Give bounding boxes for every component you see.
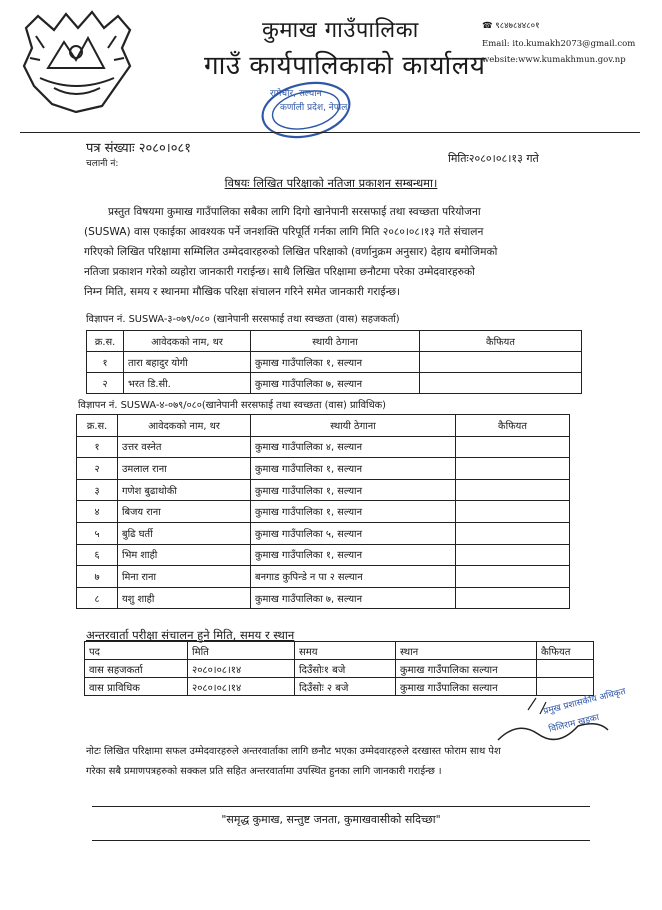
cell-name: मिना राना bbox=[118, 566, 251, 588]
col-header-name: आवेदकको नाम, थर bbox=[118, 415, 251, 437]
cell-address: कुमाख गाउँपालिका ७, सल्यान bbox=[251, 373, 420, 394]
col-header-time: समय bbox=[295, 642, 396, 660]
cell-name: गणेश बुढाथोकी bbox=[118, 479, 251, 501]
cell-time: दिउँसोः २ बजे bbox=[295, 678, 396, 696]
letter-date: मितिः२०८०।०८।१३ गते bbox=[448, 152, 539, 165]
candidates-table-facilitator bbox=[86, 330, 582, 394]
table-row bbox=[77, 522, 570, 544]
office-name: गाउँ कार्यपालिकाको कार्यालय bbox=[204, 51, 486, 81]
cell-time: दिउँसोः१ बजे bbox=[295, 660, 396, 678]
cell-date: २०८०।०८।१४ bbox=[188, 678, 295, 696]
table-header-row bbox=[85, 642, 594, 660]
cell-remarks bbox=[456, 436, 570, 458]
footer-motto: "समृद्ध कुमाख, सन्तुष्ट जनता, कुमाखवासीको सदिच्छा" bbox=[221, 813, 441, 826]
cell-address: कुमाख गाउँपालिका १, सल्यान bbox=[251, 501, 456, 523]
signature-stamp-line-1: प्रमुख प्रशासकीय अधिकृत bbox=[542, 686, 627, 718]
cell-name: बिजय राना bbox=[118, 501, 251, 523]
cell-sn: १ bbox=[87, 352, 124, 373]
col-header-post: पद bbox=[85, 642, 188, 660]
note-paragraph bbox=[86, 742, 586, 782]
cell-sn: १ bbox=[77, 436, 118, 458]
table2-title: विज्ञापन नं. SUSWA-४-०७९/०८०(खानेपानी सरसफाई तथा स्वच्छता (वास) प्राविधिक) bbox=[78, 400, 386, 411]
email-address: Email: ito.kumakh2073@gmail.com bbox=[482, 39, 636, 49]
cell-address: कुमाख गाउँपालिका ७, सल्यान bbox=[251, 587, 456, 609]
cell-address: कुमाख गाउँपालिका १, सल्यान bbox=[251, 458, 456, 480]
cell-remarks bbox=[420, 373, 582, 394]
cell-remarks bbox=[456, 479, 570, 501]
body-line: (SUSWA) वास एकाईका आवश्यक पर्ने जनशक्ति परिपूर्ति गर्नका लागि मिति २०८०।०८।१३ गते संचालन bbox=[84, 226, 484, 238]
col-header-venue: स्थान bbox=[396, 642, 537, 660]
website-address: website:www.kumakhmun.gov.np bbox=[482, 55, 626, 65]
cell-sn: ४ bbox=[77, 501, 118, 523]
cell-post: वास सहजकर्ता bbox=[85, 660, 188, 678]
table-row bbox=[87, 352, 582, 373]
table-row bbox=[77, 436, 570, 458]
cell-address: कुमाख गाउँपालिका १, सल्यान bbox=[251, 352, 420, 373]
cell-name: भरत डि.सी. bbox=[124, 373, 251, 394]
table-row bbox=[77, 544, 570, 566]
government-emblem-icon bbox=[18, 8, 136, 116]
cell-sn: ७ bbox=[77, 566, 118, 588]
col-header-remarks: कैफियत bbox=[456, 415, 570, 437]
cell-address: कुमाख गाउँपालिका ४, सल्यान bbox=[251, 436, 456, 458]
cell-name: तारा बहादुर योगी bbox=[124, 352, 251, 373]
table-row bbox=[77, 479, 570, 501]
cell-name: उमलाल राना bbox=[118, 458, 251, 480]
col-header-sn: क्र.स. bbox=[87, 331, 124, 352]
cell-venue: कुमाख गाउँपालिका सल्यान bbox=[396, 678, 537, 696]
stamp-line-1: रामेचौर, सल्यान bbox=[270, 89, 322, 99]
cell-sn: ८ bbox=[77, 587, 118, 609]
cell-remarks bbox=[420, 352, 582, 373]
cell-remarks bbox=[456, 501, 570, 523]
col-header-remarks: कैफियत bbox=[420, 331, 582, 352]
col-header-address: स्थायी ठेगाना bbox=[251, 331, 420, 352]
table-row bbox=[85, 660, 594, 678]
cell-remarks bbox=[456, 458, 570, 480]
cell-remarks bbox=[456, 587, 570, 609]
body-line: नतिजा प्रकाशन गरेको व्यहोरा जानकारी गराईन्छ। साथै लिखित परिक्षामा छनौटमा परेका उम्मेदवारहरुको bbox=[84, 266, 475, 278]
body-paragraph bbox=[84, 202, 596, 302]
cell-venue: कुमाख गाउँपालिका सल्यान bbox=[396, 660, 537, 678]
cell-sn: ३ bbox=[77, 479, 118, 501]
body-line: निम्न मिति, समय र स्थानमा मौखिक परिक्षा संचालन गरिने समेत जानकारी गराईन्छ। bbox=[84, 286, 401, 298]
cell-sn: २ bbox=[77, 458, 118, 480]
col-header-date: मिति bbox=[188, 642, 295, 660]
signature-stamp-line-2: विलिराम खड्का bbox=[547, 712, 601, 736]
cell-address: कुमाख गाउँपालिका १, सल्यान bbox=[251, 479, 456, 501]
candidates-table-technician bbox=[76, 414, 570, 609]
table-row bbox=[87, 373, 582, 394]
cell-sn: ६ bbox=[77, 544, 118, 566]
table-header-row bbox=[87, 331, 582, 352]
cell-name: यशु शाही bbox=[118, 587, 251, 609]
note-line: गरेका सबै प्रमाणपत्रहरुको सक्कल प्रति सहित अन्तरवार्तामा उपस्थित हुनका लागि जानकारी गराईन्छ । bbox=[86, 766, 442, 777]
note-line: नोटः लिखित परिक्षामा सफल उम्मेदवारहरुले अन्तरवार्ताका लागि छनौट भएका उम्मेदवारहरुले दरखास्त फोराम साथ पेश bbox=[86, 746, 501, 757]
cell-date: २०८०।०८।१४ bbox=[188, 660, 295, 678]
table-row bbox=[77, 501, 570, 523]
phone-number: ☎ ९८४७८४४८०१ bbox=[482, 21, 540, 31]
cell-remarks bbox=[456, 566, 570, 588]
cell-address: कुमाख गाउँपालिका ५, सल्यान bbox=[251, 522, 456, 544]
cell-name: भिम शाही bbox=[118, 544, 251, 566]
body-line: प्रस्तुत विषयमा कुमाख गाउँपालिका सबैका लागि दिगो खानेपानी सरसफाई तथा स्वच्छता परियोजना bbox=[108, 206, 481, 218]
col-header-sn: क्र.स. bbox=[77, 415, 118, 437]
interview-schedule-table bbox=[84, 641, 594, 696]
interview-schedule-title: अन्तरवार्ता परीक्षा संचालन हुने मिति, समय र स्थान bbox=[86, 628, 295, 642]
subject-line: विषयः लिखित परिक्षाको नतिजा प्रकाशन सम्बन्धमा। bbox=[224, 176, 438, 190]
cell-sn: २ bbox=[87, 373, 124, 394]
cell-sn: ५ bbox=[77, 522, 118, 544]
letter-number: पत्र संख्याः २०८०।०८१ bbox=[86, 141, 191, 156]
cell-remarks bbox=[456, 544, 570, 566]
cell-address: बनगाड कुपिन्डे न पा २ सल्यान bbox=[251, 566, 456, 588]
dispatch-number: चलानी नं: bbox=[86, 159, 119, 169]
col-header-address: स्थायी ठेगाना bbox=[251, 415, 456, 437]
table-row bbox=[77, 587, 570, 609]
cell-remarks bbox=[537, 660, 594, 678]
stamp-line-2: कर्णाली प्रदेश, नेपाल bbox=[280, 103, 348, 113]
col-header-name: आवेदकको नाम, थर bbox=[124, 331, 251, 352]
cell-address: कुमाख गाउँपालिका १, सल्यान bbox=[251, 544, 456, 566]
cell-name: उत्तर वस्नेत bbox=[118, 436, 251, 458]
cell-remarks bbox=[456, 522, 570, 544]
cell-post: वास प्राविधिक bbox=[85, 678, 188, 696]
table-header-row bbox=[77, 415, 570, 437]
body-line: गरिएको लिखित परिक्षामा सम्मिलित उम्मेदवारहरुको लिखित परिक्षाको (वर्णानुक्रम अनुसार) देहाय बमोजिमको bbox=[84, 246, 498, 258]
col-header-remarks: कैफियत bbox=[537, 642, 594, 660]
cell-name: बुढि घर्ती bbox=[118, 522, 251, 544]
table1-title: विज्ञापन नं. SUSWA-३-०७९/०८० (खानेपानी सरसफाई तथा स्वच्छता (वास) सहजकर्ता) bbox=[86, 314, 400, 325]
table-row bbox=[77, 458, 570, 480]
office-stamp-icon bbox=[240, 78, 370, 146]
table-row bbox=[77, 566, 570, 588]
org-name: कुमाख गाउँपालिका bbox=[262, 18, 419, 43]
